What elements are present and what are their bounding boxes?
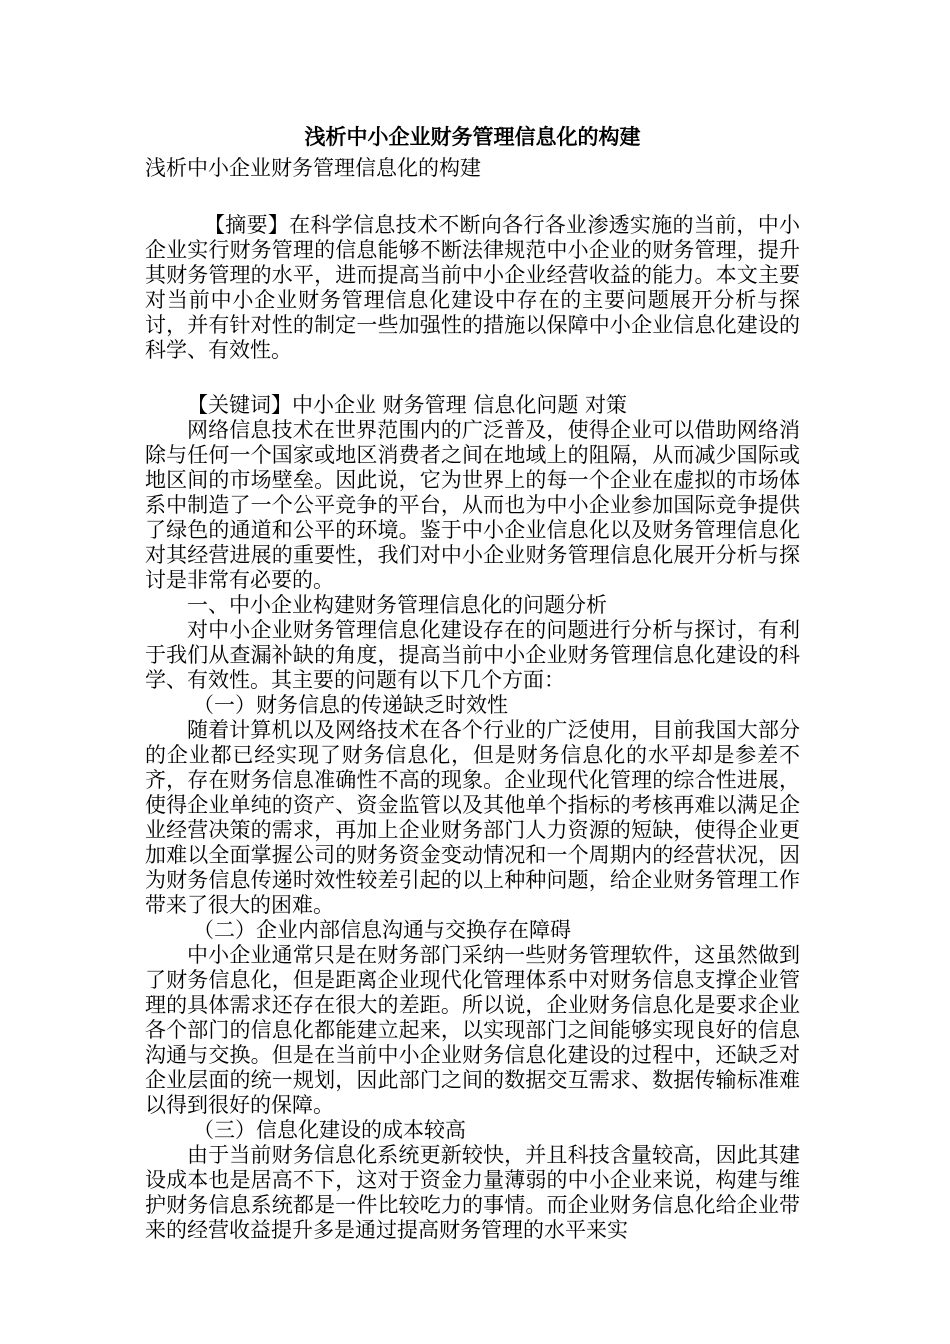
keywords-line: 【关键词】中小企业 财务管理 信息化问题 对策 (187, 393, 628, 417)
document-page (145, 121, 800, 1243)
subsection-3-paragraph: 由于当前财务信息化系统更新较快，并且科技含量较高，因此其建设成本也是居高不下，这对于资金力量薄弱的中小企业来说，构建与维护财务信息系统都是一件比较吃力的事情。而企业财务信息化给企业带来的经营收益提升多是通过提高财务管理的水平来实 (145, 1143, 800, 1242)
subsection-2-heading: （二）企业内部信息沟通与交换存在障碍 (193, 918, 571, 942)
abstract-paragraph: 【摘要】在科学信息技术不断向各行各业渗透实施的当前，中小企业实行财务管理的信息能够不断法律规范中小企业的财务管理，提升其财务管理的水平，进而提高当前中小企业经营收益的能力。本文主要对当前中小企业财务管理信息化建设中存在的主要问题展开分析与探讨，并有针对性的制定一些加强性的措施以保障中小企业信息化建设的科学、有效性。 (145, 213, 800, 362)
section-1-intro-paragraph: 对中小企业财务管理信息化建设存在的问题进行分析与探讨，有利于我们从查漏补缺的角度，提高当前中小企业财务管理信息化建设的科学、有效性。其主要的问题有以下几个方面： (145, 618, 800, 692)
section-1-heading: 一、中小企业构建财务管理信息化的问题分析 (187, 593, 607, 617)
document-title: 浅析中小企业财务管理信息化的构建 (304, 124, 641, 149)
intro-paragraph: 网络信息技术在世界范围内的广泛普及，使得企业可以借助网络消除与任何一个国家或地区消费者之间在地域上的阻隔，从而减少国际或地区间的市场壁垒。因此说，它为世界上的每一个企业在虚拟的市场体系中制造了一个公平竞争的平台，从而也为中小企业参加国际竞争提供了绿色的通道和公平的环境。鉴于中小企业信息化以及财务管理信息化对其经营进展的重要性，我们对中小企业财务管理信息化展开分析与探讨是非常有必要的。 (145, 418, 800, 592)
subsection-1-heading: （一）财务信息的传递缺乏时效性 (193, 693, 508, 717)
document-subtitle: 浅析中小企业财务管理信息化的构建 (145, 156, 481, 180)
subsection-3-heading: （三）信息化建设的成本较高 (193, 1118, 466, 1142)
subsection-1-paragraph: 随着计算机以及网络技术在各个行业的广泛使用，目前我国大部分的企业都已经实现了财务信息化，但是财务信息化的水平却是参差不齐，存在财务信息准确性不高的现象。企业现代化管理的综合性进展，使得企业单纯的资产、资金监管以及其他单个指标的考核再难以满足企业经营决策的需求，再加上企业财务部门人力资源的短缺，使得企业更加难以全面掌握公司的财务资金变动情况和一个周期内的经营状况，因为财务信息传递时效性较差引起的以上种种问题，给企业财务管理工作带来了很大的困难。 (145, 718, 800, 917)
subsection-2-paragraph: 中小企业通常只是在财务部门采纳一些财务管理软件，这虽然做到了财务信息化，但是距离企业现代化管理体系中对财务信息支撑企业管理的具体需求还存在很大的差距。所以说，企业财务信息化是要求企业各个部门的信息化都能建立起来，以实现部门之间能够实现良好的信息沟通与交换。但是在当前中小企业财务信息化建设的过程中，还缺乏对企业层面的统一规划，因此部门之间的数据交互需求、数据传输标准难以得到很好的保障。 (145, 943, 800, 1117)
